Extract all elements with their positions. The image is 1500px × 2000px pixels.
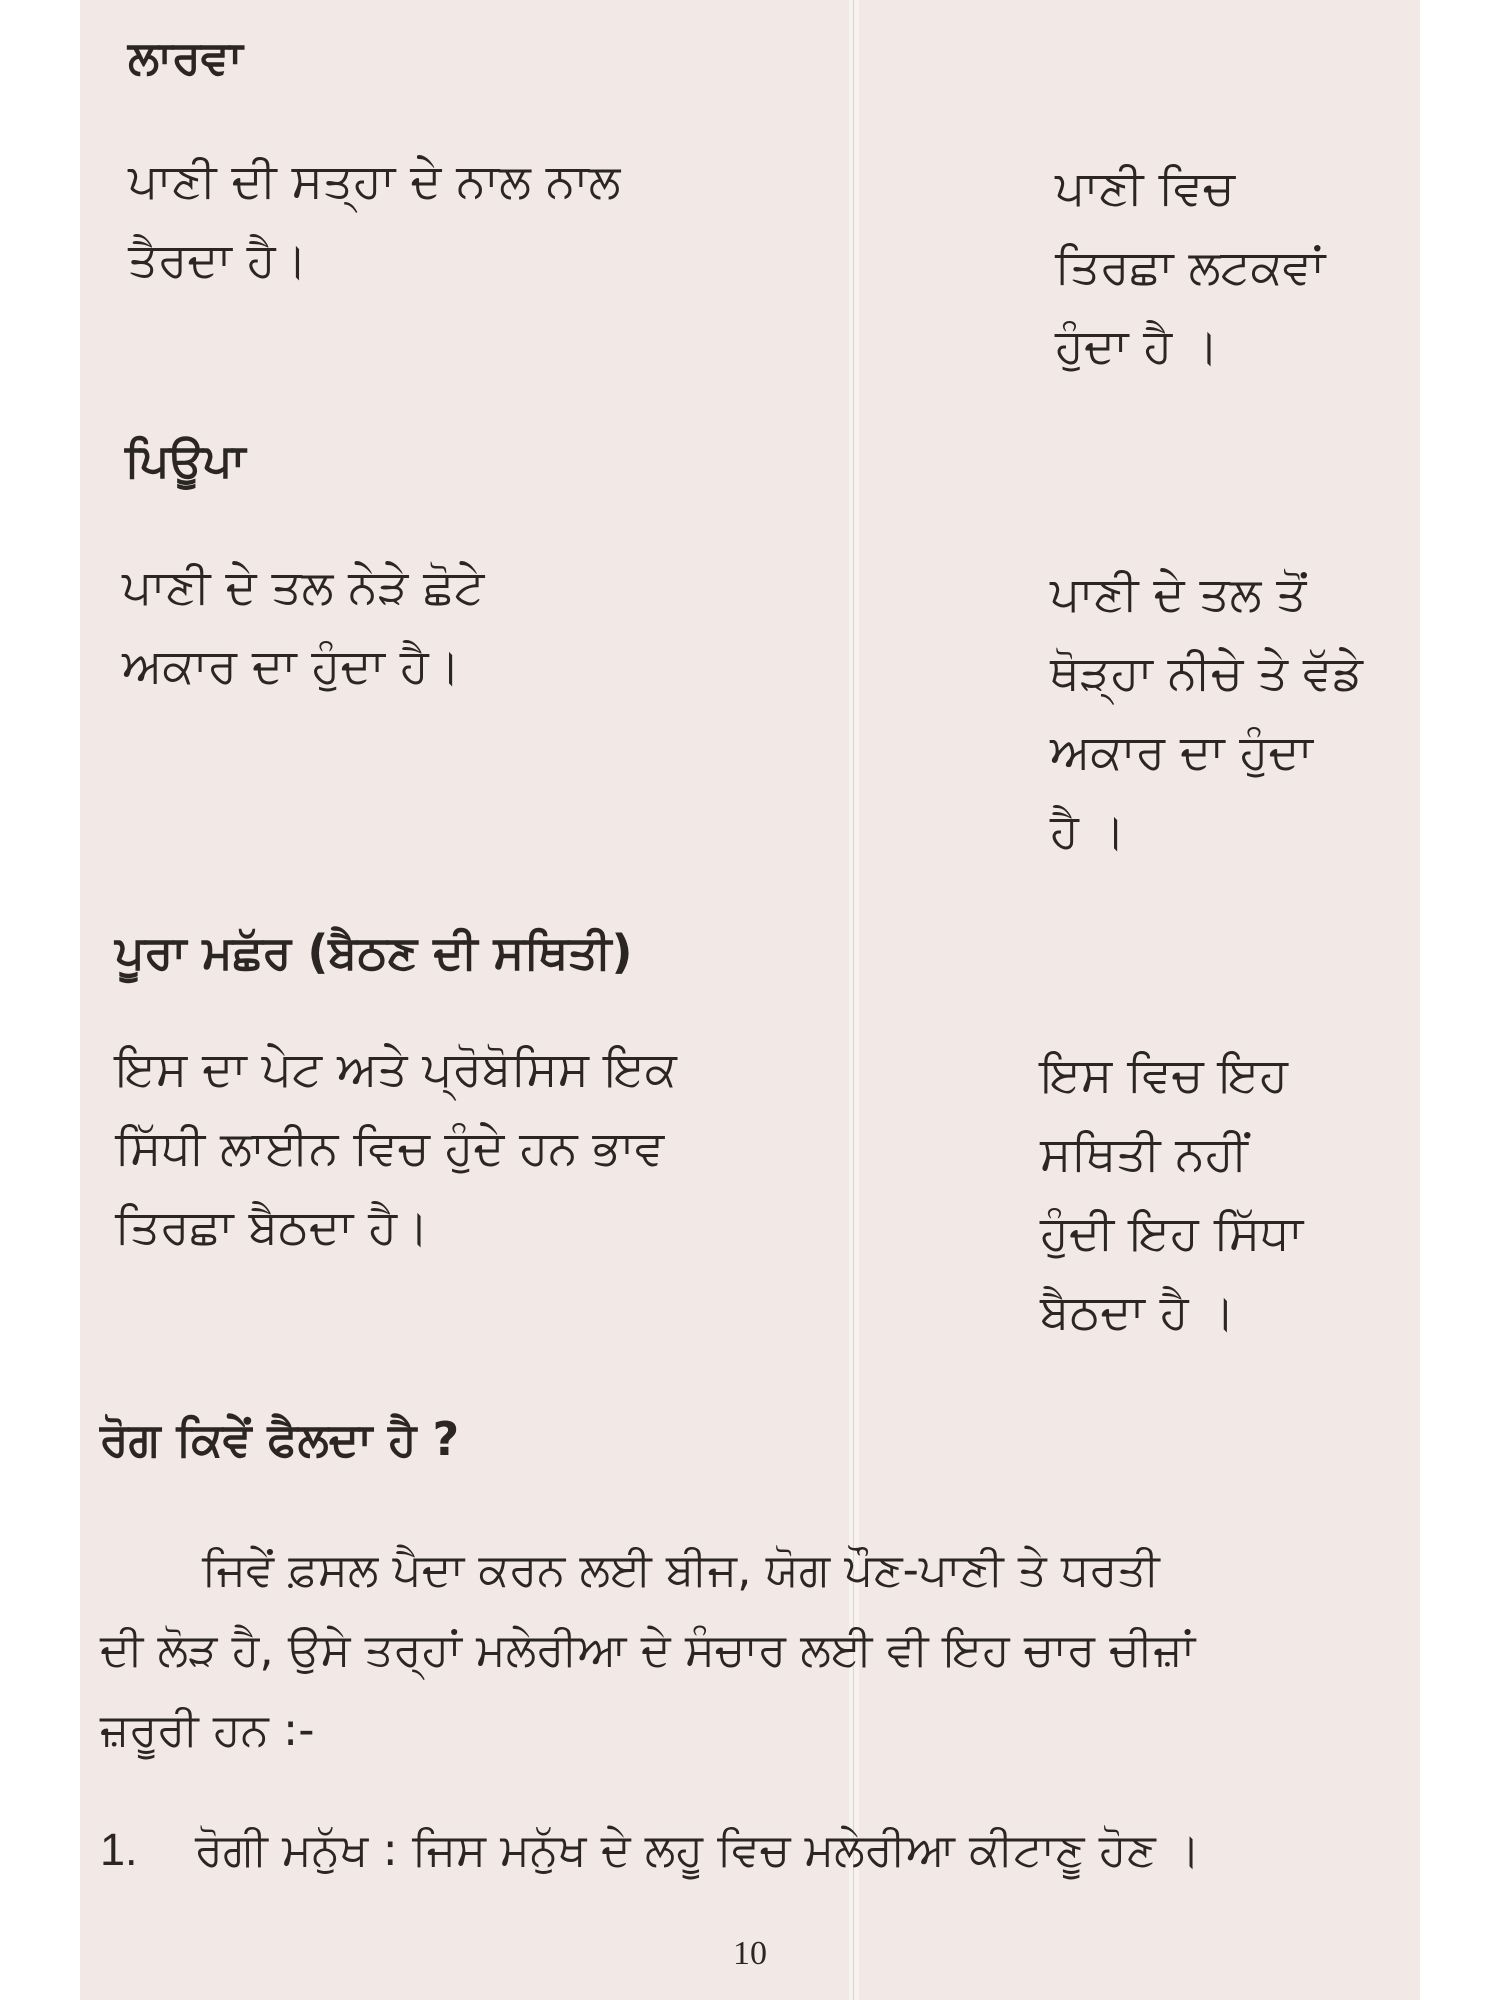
section-heading-pupa: ਪਿਊਪਾ xyxy=(125,433,246,487)
text-line: ਤਿਰਛਾ ਲਟਕਵਾਂ xyxy=(1055,240,1326,295)
intro-paragraph xyxy=(100,1530,1195,1770)
text-line: ਤਿਰਛਾ ਬੈਠਦਾ ਹੈ। xyxy=(115,1200,429,1255)
text-line: ਬੈਠਦਾ ਹੈ । xyxy=(1040,1285,1236,1340)
text-line: ਪਾਣੀ ਵਿਚ xyxy=(1055,161,1235,216)
section-heading-adult-mosquito: ਪੂਰਾ ਮਛੱਰ (ਬੈਠਣ ਦੀ ਸਥਿਤੀ) xyxy=(115,925,633,979)
adult-right-text xyxy=(1040,1036,1303,1352)
list-item-number: 1. xyxy=(100,1824,138,1875)
text-line: ਹੁੰਦਾ ਹੈ । xyxy=(1055,319,1219,374)
larva-right-text xyxy=(1055,149,1325,386)
pupa-right-text xyxy=(1050,555,1363,871)
section-heading-larva: ਲਾਰਵਾ xyxy=(128,30,243,84)
question-heading: ਰੋਗ ਕਿਵੇਂ ਫੈਲਦਾ ਹੈ ? xyxy=(100,1412,460,1466)
page-number: 10 xyxy=(733,1935,767,1972)
paragraph-line: ਜ਼ਰੂਰੀ ਹਨ :- xyxy=(100,1703,315,1756)
text-line: ਹੈ । xyxy=(1050,804,1126,859)
text-line: ਸਥਿਤੀ ਨਹੀਂ xyxy=(1040,1127,1248,1182)
paragraph-line: ਦੀ ਲੋੜ ਹੈ, ਉਸੇ ਤਰ੍ਹਾਂ ਮਲੇਰੀਆ ਦੇ ਸੰਚਾਰ ਲਈ ਵੀ ਇਹ ਚਾਰ ਚੀਜ਼ਾਂ xyxy=(100,1623,1196,1676)
text-line: ਇਸ ਦਾ ਪੇਟ ਅਤੇ ਪ੍ਰੋਬੋਸਿਸ ਇਕ xyxy=(115,1042,677,1097)
pupa-left-text xyxy=(122,548,484,706)
text-line: ਹੁੰਦੀ ਇਹ ਸਿੱਧਾ xyxy=(1040,1206,1304,1261)
text-line: ਪਾਣੀ ਦੇ ਤਲ ਤੋਂ xyxy=(1050,567,1307,622)
paragraph-line: ਜਿਵੇਂ ਫ਼ਸਲ ਪੈਦਾ ਕਰਨ ਲਈ ਬੀਜ, ਯੋਗ ਪੌਣ-ਪਾਣੀ ਤੇ ਧਰਤੀ xyxy=(202,1543,1160,1596)
text-line: ਤੈਰਦਾ ਹੈ। xyxy=(128,233,308,288)
text-line: ਅਕਾਰ ਦਾ ਹੁੰਦਾ xyxy=(1050,725,1313,780)
text-line: ਸਿੱਧੀ ਲਾਈਨ ਵਿਚ ਹੁੰਦੇ ਹਨ ਭਾਵ xyxy=(115,1121,665,1176)
text-line: ਪਾਣੀ ਦੀ ਸਤ੍ਹਾ ਦੇ ਨਾਲ ਨਾਲ xyxy=(128,154,621,209)
list-item xyxy=(100,1810,1200,1890)
text-line: ਪਾਣੀ ਦੇ ਤਲ ਨੇੜੇ ਛੋਟੇ xyxy=(122,560,485,615)
text-line: ਥੋੜ੍ਹਾ ਨੀਚੇ ਤੇ ਵੱਡੇ xyxy=(1050,646,1363,701)
list-item-text: ਰੋਗੀ ਮਨੁੱਖ : ਜਿਸ ਮਨੁੱਖ ਦੇ ਲਹੂ ਵਿਚ ਮਲੇਰੀਆ ਕੀਟਾਣੂ ਹੋਣ । xyxy=(195,1823,1201,1876)
larva-left-text xyxy=(128,142,620,300)
text-line: ਇਸ ਵਿਚ ਇਹ xyxy=(1040,1048,1288,1103)
text-line: ਅਕਾਰ ਦਾ ਹੁੰਦਾ ਹੈ। xyxy=(122,639,461,694)
adult-left-text xyxy=(115,1030,677,1267)
